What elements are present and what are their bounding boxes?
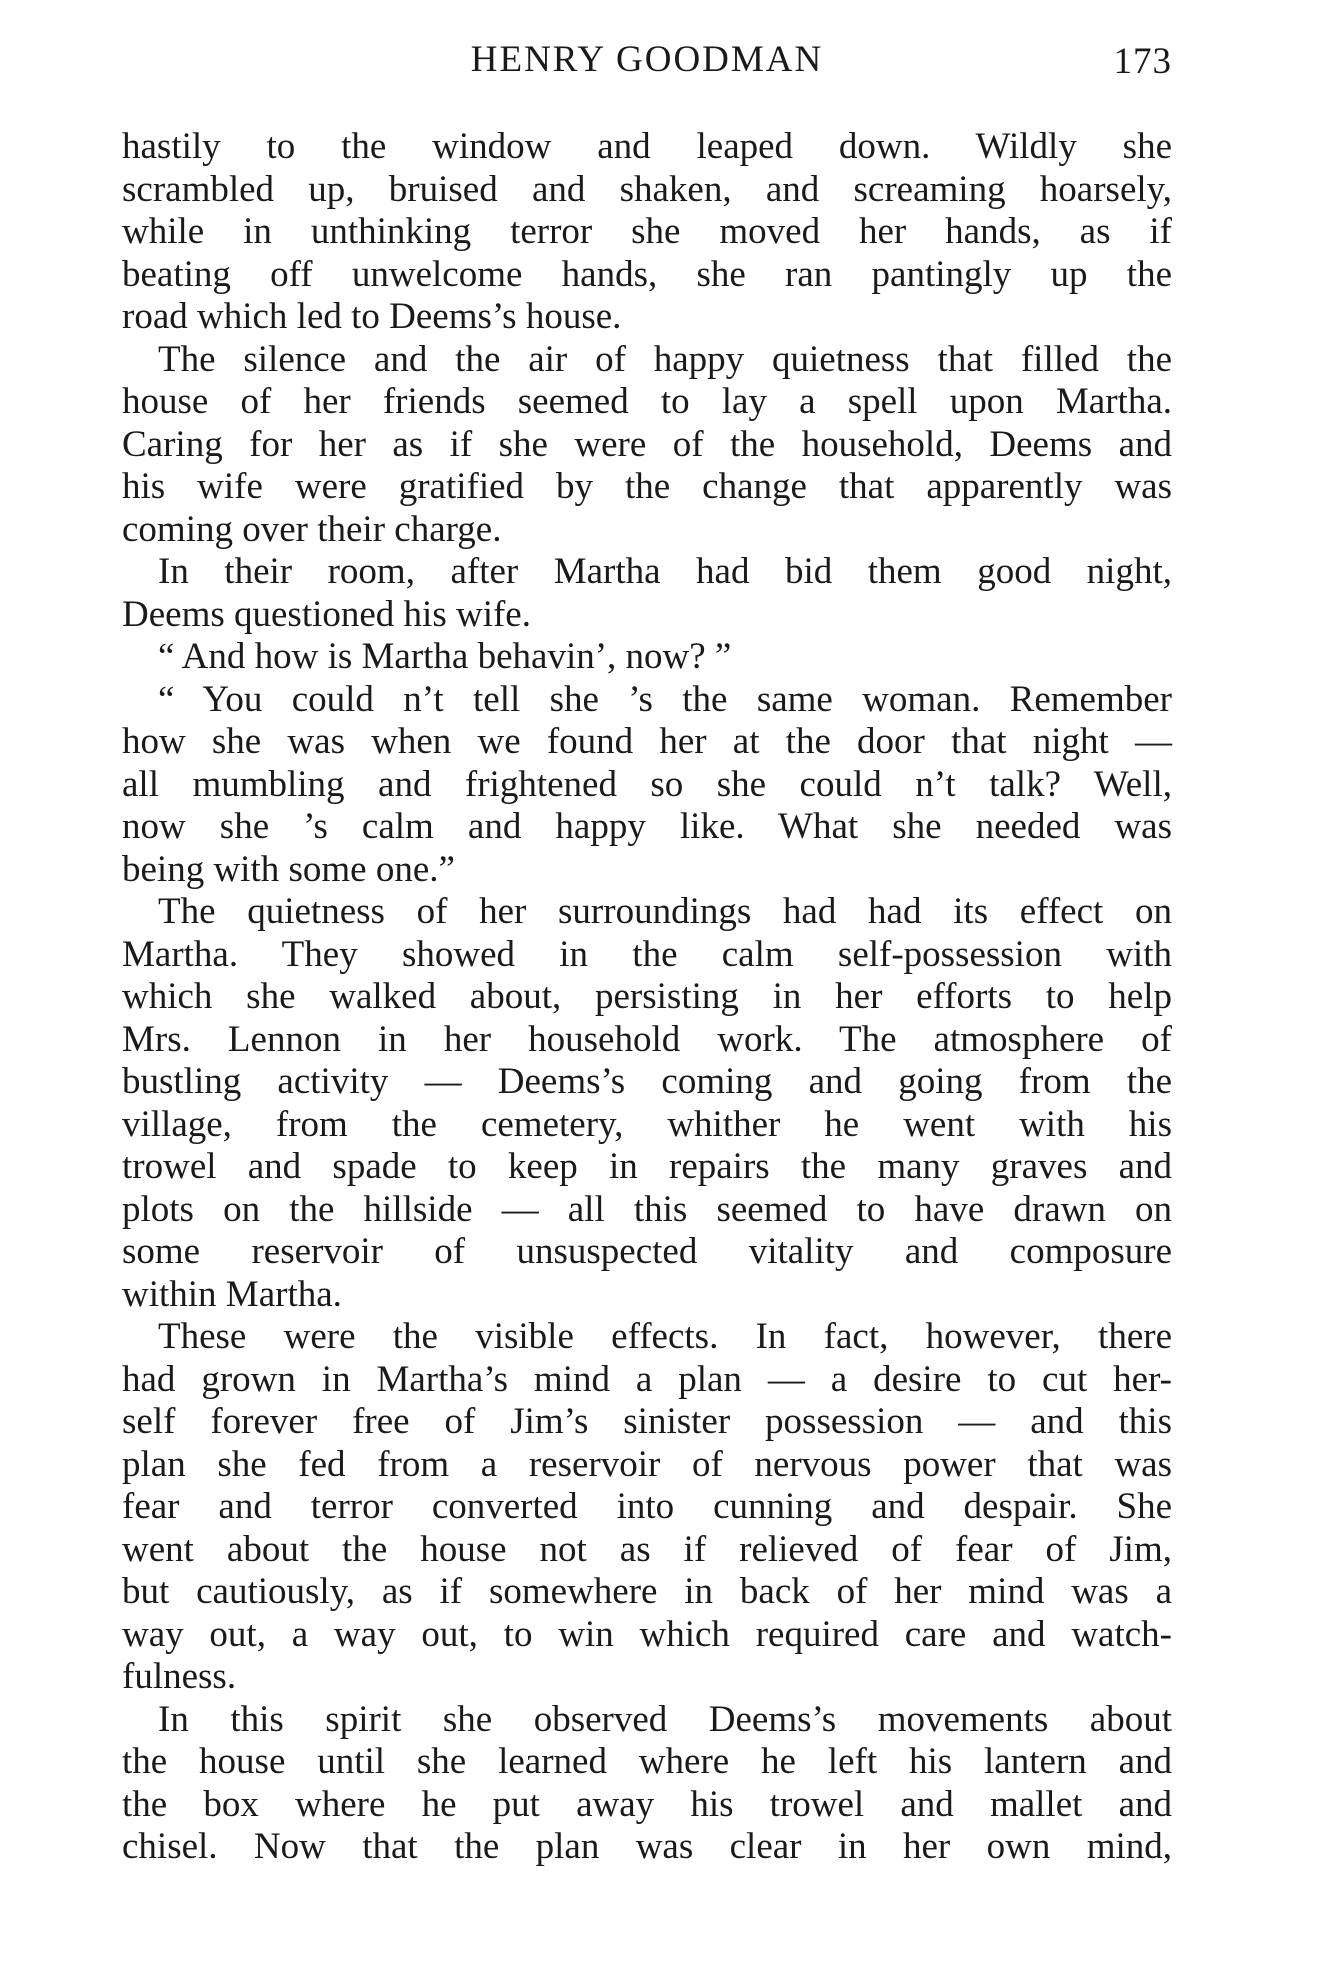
body-text (122, 126, 1172, 1869)
text-line: The quietness of her surroundings had had its effect on (158, 891, 1172, 932)
text-line: had grown in Martha’s mind a plan — a desire to cut her- (122, 1358, 1172, 1400)
text-line: coming over their charge. (122, 508, 502, 550)
text-line: all mumbling and frightened so she could n’t talk? Well, (122, 763, 1172, 805)
text-line: In their room, after Martha had bid them good night, (158, 551, 1172, 592)
running-title: HENRY GOODMAN (470, 39, 824, 80)
text-line: hastily to the window and leaped down. Wildly she (122, 126, 1172, 167)
text-line: Caring for her as if she were of the household, Deems and (122, 423, 1172, 465)
text-line: within Martha. (122, 1273, 342, 1315)
text-line: Deems questioned his wife. (122, 593, 531, 635)
text-line: but cautiously, as if somewhere in back of her mind was a (122, 1571, 1172, 1612)
paragraph (122, 1699, 1172, 1869)
text-line: fulness. (122, 1656, 237, 1697)
text-line: while in unthinking terror she moved her hands, as if (122, 211, 1172, 252)
text-line: trowel and spade to keep in repairs the many graves and (122, 1146, 1172, 1187)
paragraph (122, 339, 1172, 552)
text-line: “ You could n’t tell she ’s the same woman. Remember (158, 678, 1172, 720)
text-line: “ And how is Martha behavin’, now? ” (158, 636, 732, 677)
text-line: the box where he put away his trowel and mallet and (122, 1783, 1172, 1825)
text-line: These were the visible effects. In fact, however, there (158, 1316, 1172, 1357)
text-line: fear and terror converted into cunning and despair. She (122, 1486, 1172, 1527)
page-number: 173 (1113, 41, 1172, 82)
text-line: Mrs. Lennon in her household work. The atmosphere of (122, 1018, 1172, 1060)
paragraph (122, 1316, 1172, 1699)
text-line: bustling activity — Deems’s coming and going from the (122, 1061, 1172, 1102)
text-line: plots on the hillside — all this seemed to have drawn on (122, 1188, 1172, 1230)
text-line: self forever free of Jim’s sinister possession — and this (122, 1401, 1172, 1442)
paragraph (122, 891, 1172, 1316)
text-line: how she was when we found her at the door that night — (122, 721, 1172, 762)
text-line: village, from the cemetery, whither he went with his (122, 1103, 1172, 1145)
text-line: being with some one.” (122, 848, 455, 890)
paragraph (122, 551, 1172, 636)
text-line: now she ’s calm and happy like. What she needed was (122, 806, 1172, 847)
text-line: road which led to Deems’s house. (122, 296, 622, 337)
text-line: scrambled up, bruised and shaken, and screaming hoarsely, (122, 168, 1172, 210)
text-line: The silence and the air of happy quietness that filled the (158, 338, 1172, 380)
text-line: way out, a way out, to win which required care and watch- (122, 1613, 1172, 1655)
text-line: Martha. They showed in the calm self-possession with (122, 933, 1172, 975)
paragraph (122, 679, 1172, 892)
text-line: plan she fed from a reservoir of nervous power that was (122, 1443, 1172, 1485)
text-line: went about the house not as if relieved of fear of Jim, (122, 1528, 1172, 1570)
text-line: chisel. Now that the plan was clear in her own mind, (122, 1826, 1172, 1867)
paragraph (122, 126, 1172, 339)
text-line: beating off unwelcome hands, she ran pantingly up the (122, 253, 1172, 295)
text-line: which she walked about, persisting in her efforts to help (122, 976, 1172, 1017)
text-line: the house until she learned where he left his lantern and (122, 1741, 1172, 1782)
text-line: some reservoir of unsuspected vitality and composure (122, 1231, 1172, 1272)
text-line: house of her friends seemed to lay a spell upon Martha. (122, 381, 1172, 422)
text-line: his wife were gratified by the change that apparently was (122, 466, 1172, 507)
paragraph (122, 636, 1172, 679)
text-line: In this spirit she observed Deems’s movements about (158, 1698, 1172, 1740)
running-head (122, 38, 1172, 98)
